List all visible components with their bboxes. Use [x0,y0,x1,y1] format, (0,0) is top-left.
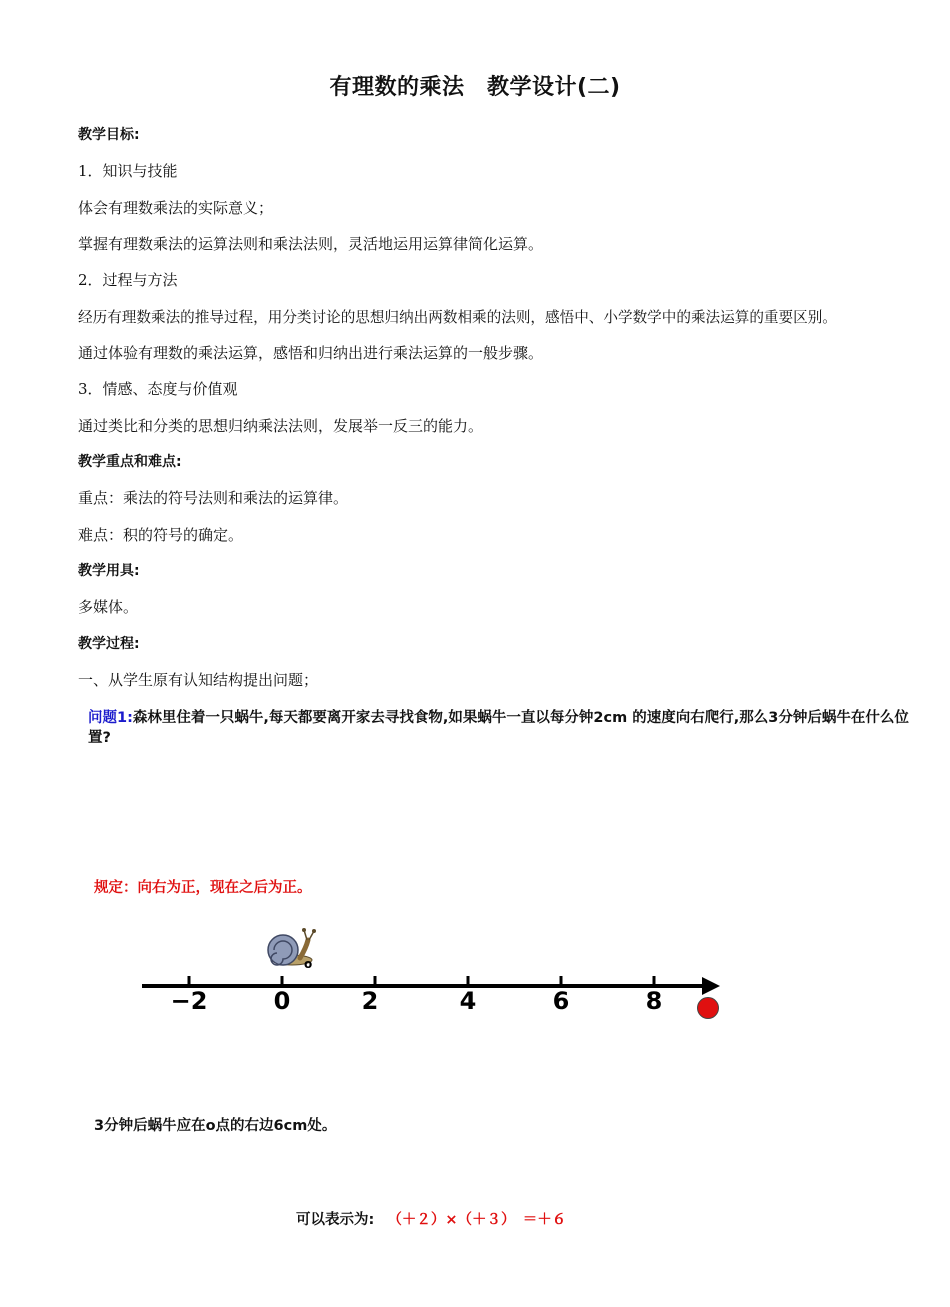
goal1-line2: 掌握有理数乘法的运算法则和乘法法则，灵活地运用运算律简化运算。 [78,235,544,253]
process-step1: 一、从学生原有认知结构提出问题； [78,671,319,689]
expression-formula: （＋２）×（＋３） ＝＋６ [387,1212,567,1228]
question-text: 森林里住着一只蜗牛,每天都要离开家去寻找食物,如果蜗牛一直以每分钟2cm 的速度向右爬行,那么3分钟后蜗牛在什么位置? [88,710,909,746]
goal2-line2: 通过体验有理数的乘法运算，感悟和归纳出进行乘法运算的一般步骤。 [78,344,544,362]
tools-heading: 教学用具: [78,563,140,579]
question-block [88,708,923,748]
tick-label: 4 [459,987,477,1015]
answer-text: 3分钟后蜗牛应在o点的右边6cm处。 [94,1118,337,1134]
tick-label: 8 [645,987,663,1015]
process-heading: 教学过程: [78,636,140,652]
red-marker [698,998,719,1019]
goal2-line1: 经历有理数乘法的推导过程，用分类讨论的思想归纳出两数相乘的法则，感悟中、小学数学中的乘法运算的重要区别。 [78,309,837,326]
keypoint-text: 重点：乘法的符号法则和乘法的运算律。 [78,489,349,507]
goal1-line1: 体会有理数乘法的实际意义； [78,199,274,217]
question-label: 问题1: [88,710,133,726]
expression-prefix: 可以表示为: [296,1212,375,1228]
goal1-heading: 1．知识与技能 [78,162,178,180]
tick-label: 2 [361,987,379,1015]
tick-label: 6 [552,987,570,1015]
difficulty-text: 难点：积的符号的确定。 [78,526,244,544]
goal3-line1: 通过类比和分类的思想归纳乘法法则，发展举一反三的能力。 [78,417,484,435]
tick-label: −2 [170,987,208,1015]
sign-rule: 规定：向右为正，现在之后为正。 [94,880,312,896]
keypoints-heading: 教学重点和难点: [78,454,182,470]
axis-arrow [702,977,720,995]
tools-text: 多媒体。 [78,598,139,616]
goal3-heading: 3．情感、态度与价值观 [78,380,238,398]
expression [296,1208,566,1229]
number-line [130,920,750,1030]
page-title: 有理数的乘法 教学设计(二) [329,75,621,100]
origin-label: o [304,957,313,971]
goal2-heading: 2．过程与方法 [78,271,178,289]
tick-label: 0 [273,987,291,1015]
goals-heading: 教学目标: [78,127,140,143]
